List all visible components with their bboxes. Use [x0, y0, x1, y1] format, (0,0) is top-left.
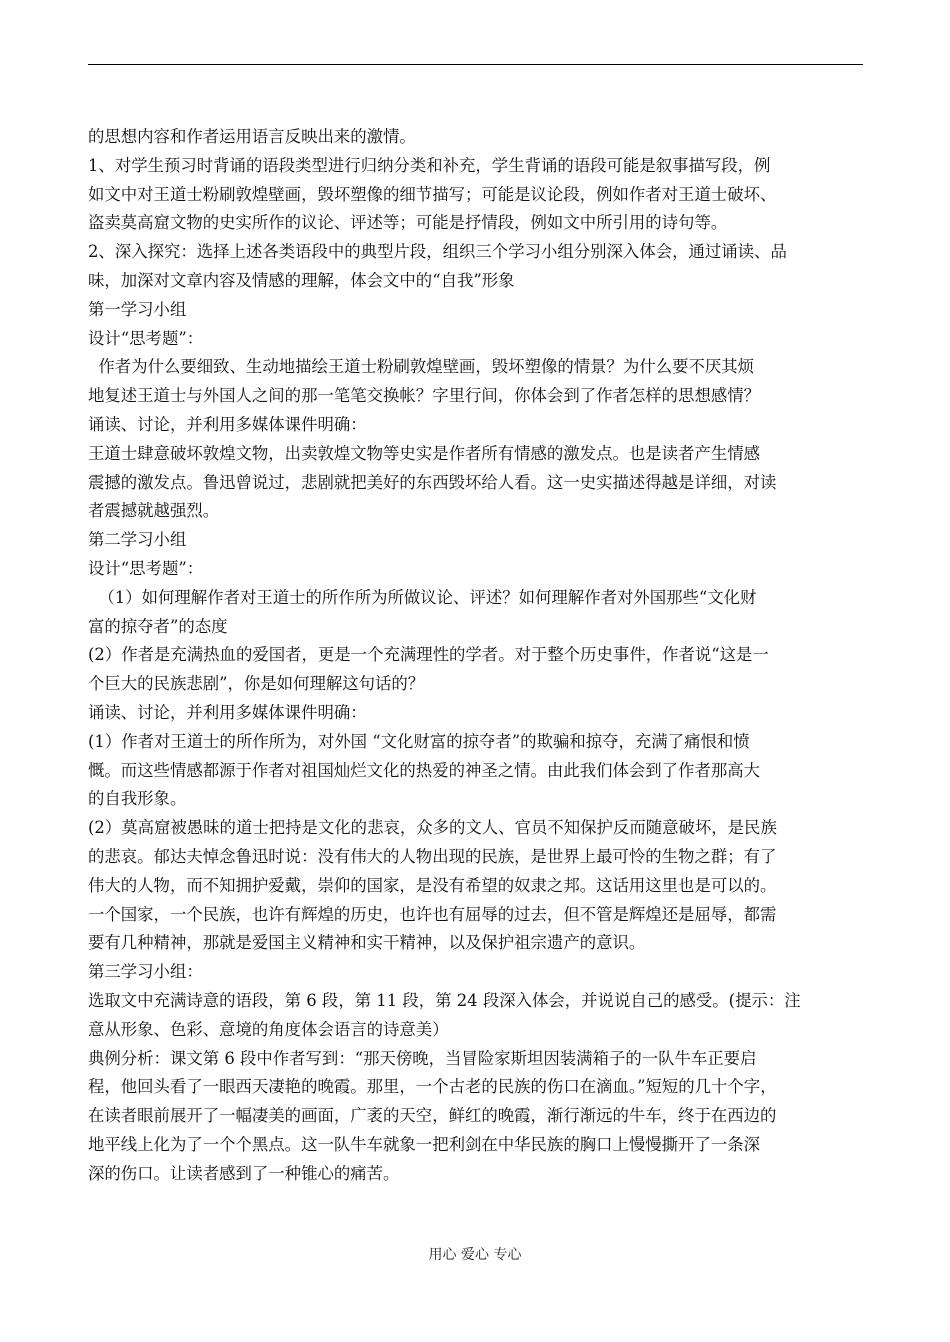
page-footer: 用心 爱心 专心	[428, 1247, 522, 1263]
text-line: 深的伤口。让读者感到了一种锥心的痛苦。	[88, 1163, 400, 1183]
text-line: 意从形象、色彩、意境的角度体会语言的诗意美）	[88, 1019, 449, 1039]
text-line: 一个国家，一个民族，也许有辉煌的历史，也许也有屈辱的过去，但不管是辉煌还是屈辱，都需	[88, 904, 777, 924]
text-line: （1）如何理解作者对王道士的所作所为所做议论、评述？如何理解作者对外国那些“文化财	[88, 587, 757, 607]
text-line: 富的掠夺者”的态度	[88, 616, 228, 636]
text-line: 1、对学生预习时背诵的语段类型进行归纳分类和补充，学生背诵的语段可能是叙事描写段，例	[88, 155, 771, 175]
text-line: 在读者眼前展开了一幅凄美的画面，广袤的天空，鲜红的晚霞，渐行渐远的牛车，终于在西边的	[88, 1106, 777, 1126]
text-line: 王道士肆意破坏敦煌文物，出卖敦煌文物等史实是作者所有情感的激发点。也是读者产生情感	[88, 443, 761, 463]
text-line: 第三学习小组：	[88, 962, 203, 982]
text-line: 的自我形象。	[88, 789, 187, 809]
text-line: 诵读、讨论，并利用多媒体课件明确：	[88, 702, 367, 722]
text-line: 2、深入探究：选择上述各类语段中的典型片段，组织三个学习小组分别深入体会，通过诵读、品	[88, 242, 787, 262]
text-line: 第二学习小组	[88, 530, 187, 550]
header-rule	[88, 64, 863, 65]
text-line: 设计“思考题”：	[88, 328, 204, 348]
text-line: (2）莫高窟被愚昧的道士把持是文化的悲哀，众多的文人、官员不知保护反而随意破坏，是民族	[88, 818, 777, 838]
text-line: 味，加深对文章内容及情感的理解，体会文中的“自我”形象	[88, 270, 515, 290]
text-line: 的思想内容和作者运用语言反映出来的激情。	[88, 127, 416, 146]
text-line: 选取文中充满诗意的语段，第 6 段，第 11 段，第 24 段深入体会，并说说自己的感受。(提示：注	[88, 990, 801, 1010]
text-line: 地平线上化为了一个个黑点。这一队牛车就象一把利剑在中华民族的胸口上慢慢撕开了一条深	[88, 1134, 761, 1154]
document-body	[88, 123, 868, 1188]
text-line: 第一学习小组	[88, 299, 187, 319]
text-line: 作者为什么要细致、生动地描绘王道士粉刷敦煌壁画，毁坏塑像的情景？为什么要不厌其烦	[88, 357, 755, 377]
text-line: 个巨大的民族悲剧”，你是如何理解这句话的？	[88, 674, 425, 694]
text-line: (1）作者对王道士的所作所为，对外国 “文化财富的掠夺者”的欺骗和掠夺，充满了痛恨和愤	[88, 731, 750, 751]
text-line: 诵读、讨论，并利用多媒体课件明确：	[88, 414, 367, 434]
text-line: 者震撼就越强烈。	[88, 501, 220, 521]
text-line: 程，他回头看了一眼西天凄艳的晚霞。那里，一个古老的民族的伤口在滴血。”短短的几十个字，	[88, 1077, 777, 1097]
text-line: 震撼的激发点。鲁迅曾说过，悲剧就把美好的东西毁坏给人看。这一史实描述得越是详细，对读	[88, 472, 777, 492]
text-line: 要有几种精神，那就是爱国主义精神和实干精神，以及保护祖宗遗产的意识。	[88, 933, 646, 953]
text-line: 慨。而这些情感都源于作者对祖国灿烂文化的热爱的神圣之情。由此我们体会到了作者那高大	[88, 760, 761, 780]
text-line: 地复述王道士与外国人之间的那一笔笔交换帐？字里行间，你体会到了作者怎样的思想感情？	[88, 386, 761, 406]
text-line: 伟大的人物，而不知拥护爱戴，崇仰的国家，是没有希望的奴隶之邦。这话用这里也是可以的。	[88, 875, 777, 895]
text-line: (2）作者是充满热血的爱国者，更是一个充满理性的学者。对于整个历史事件，作者说“这是一	[88, 645, 769, 665]
text-line: 设计“思考题”：	[88, 558, 204, 578]
text-line: 的悲哀。郁达夫悼念鲁迅时说：没有伟大的人物出现的民族，是世界上最可怜的生物之群；有了	[88, 846, 777, 866]
text-line: 如文中对王道士粉刷敦煌壁画，毁坏塑像的细节描写；可能是议论段，例如作者对王道士破坏、	[88, 184, 777, 204]
text-line: 盗卖莫高窟文物的史实所作的议论、评述等；可能是抒情段，例如文中所引用的诗句等。	[88, 213, 728, 233]
text-line: 典例分析：课文第 6 段中作者写到：“那天傍晚，当冒险家斯坦因装满箱子的一队牛车正要启	[88, 1048, 757, 1068]
